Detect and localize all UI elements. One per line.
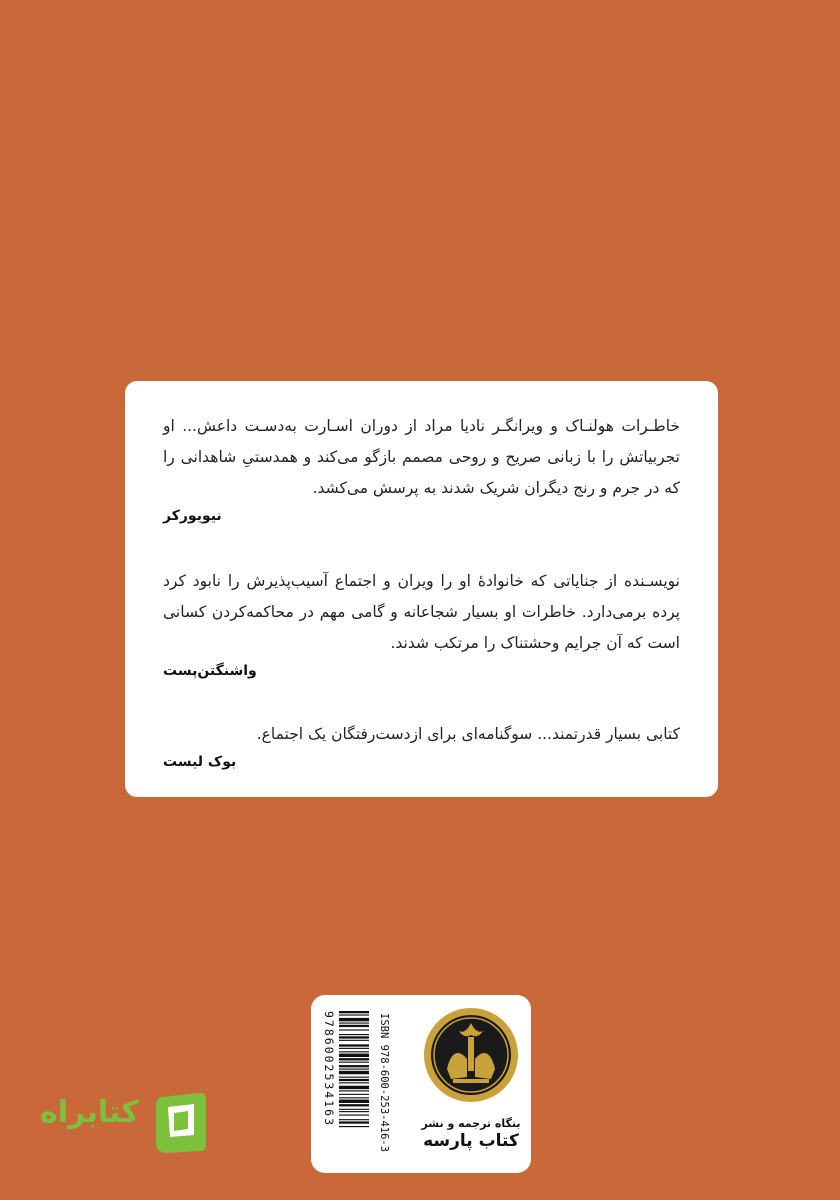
- barcode-bar: [339, 1036, 369, 1038]
- publisher-name: کتاب پارسه: [423, 1131, 519, 1151]
- barcode-bar: [339, 1034, 369, 1035]
- barcode-bar: [339, 1069, 369, 1070]
- publisher-block: [419, 1007, 523, 1163]
- publisher-subtitle: بنگاه ترجمه و نشر: [421, 1117, 521, 1130]
- barcode-bar: [339, 1054, 369, 1057]
- barcode-bar: [339, 1077, 369, 1078]
- barcode-bar: [339, 1071, 369, 1074]
- barcode-bar: [339, 1126, 369, 1127]
- barcode-bar: [339, 1062, 369, 1063]
- store-logo: [40, 1091, 210, 1155]
- isbn-barcode: [319, 1007, 403, 1163]
- barcode-bar: [339, 1014, 369, 1015]
- barcode-bars: [339, 1011, 369, 1127]
- barcode-bar: [339, 1097, 369, 1098]
- barcode-bar: [339, 1111, 369, 1112]
- barcode-bar: [339, 1051, 369, 1052]
- barcode-bar: [339, 1115, 369, 1116]
- review-source-1: نیویورکر: [163, 508, 222, 524]
- barcode-bar: [339, 1090, 369, 1091]
- barcode-bar: [339, 1065, 369, 1067]
- review-quote-3: کتابی بسیار قدرتمند... سوگنامه‌ای برای ازدست‌رفتگان یک اجتماع.: [256, 725, 680, 743]
- barcode-bar: [339, 1079, 369, 1081]
- barcode-bar: [339, 1104, 369, 1106]
- barcode-graphic: [319, 1007, 403, 1163]
- barcode-bar: [339, 1094, 369, 1095]
- barcode-bar: [339, 1029, 369, 1030]
- barcode-bar: [339, 1023, 369, 1024]
- isbn-label: ISBN 978-600-253-416-3: [378, 1013, 390, 1153]
- barcode-bar: [339, 1040, 369, 1041]
- review-quote-2: نویسـنده از جنایاتی که خانوادهٔ او را ویران و اجتماع آسیب‌پذیرش را نابود کرد پرده برمی‌دارد. خاطرات او بسیار شجاعانه و گامی مهم در محاکمه‌کردن کسانی است که آن جرایم وحشتناک را مرتکب شدند.: [163, 572, 680, 652]
- barcode-bar: [339, 1086, 369, 1089]
- reviews-card: [125, 381, 718, 797]
- barcode-bar: [339, 1044, 369, 1046]
- barcode-bar: [339, 1100, 369, 1103]
- barcode-bar: [339, 1011, 369, 1013]
- barcode-bar: [339, 1025, 369, 1027]
- barcode-bar: [339, 1109, 369, 1110]
- barcode-bar: [339, 1119, 369, 1120]
- publisher-isbn-box: [311, 995, 531, 1173]
- book-icon: [152, 1091, 210, 1155]
- review-quote-1: خاطـرات هولنـاک و ویرانگـر نادیا مراد از دوران اسـارت به‌دسـت داعش... او تجربیاتش را با زبانی صریح و روحی مصمم بازگو می‌کند و همدستیِ شاهدانی را که در جرم و رنج دیگران شریک شدند به پرسش می‌کشد.: [163, 417, 680, 497]
- barcode-bar: [339, 1048, 369, 1049]
- review-source-2: واشنگتن‌پست: [163, 663, 257, 679]
- review-source-3: بوک لیست: [163, 754, 237, 770]
- barcode-bar: [339, 1121, 369, 1123]
- store-logo-text: کتابراه: [40, 1095, 139, 1130]
- publisher-emblem-icon: [423, 1007, 519, 1103]
- isbn-digits: 9786002534163: [322, 1011, 336, 1128]
- barcode-bar: [339, 1082, 369, 1083]
- barcode-bar: [339, 1018, 369, 1021]
- barcode-bar: [339, 1058, 369, 1060]
